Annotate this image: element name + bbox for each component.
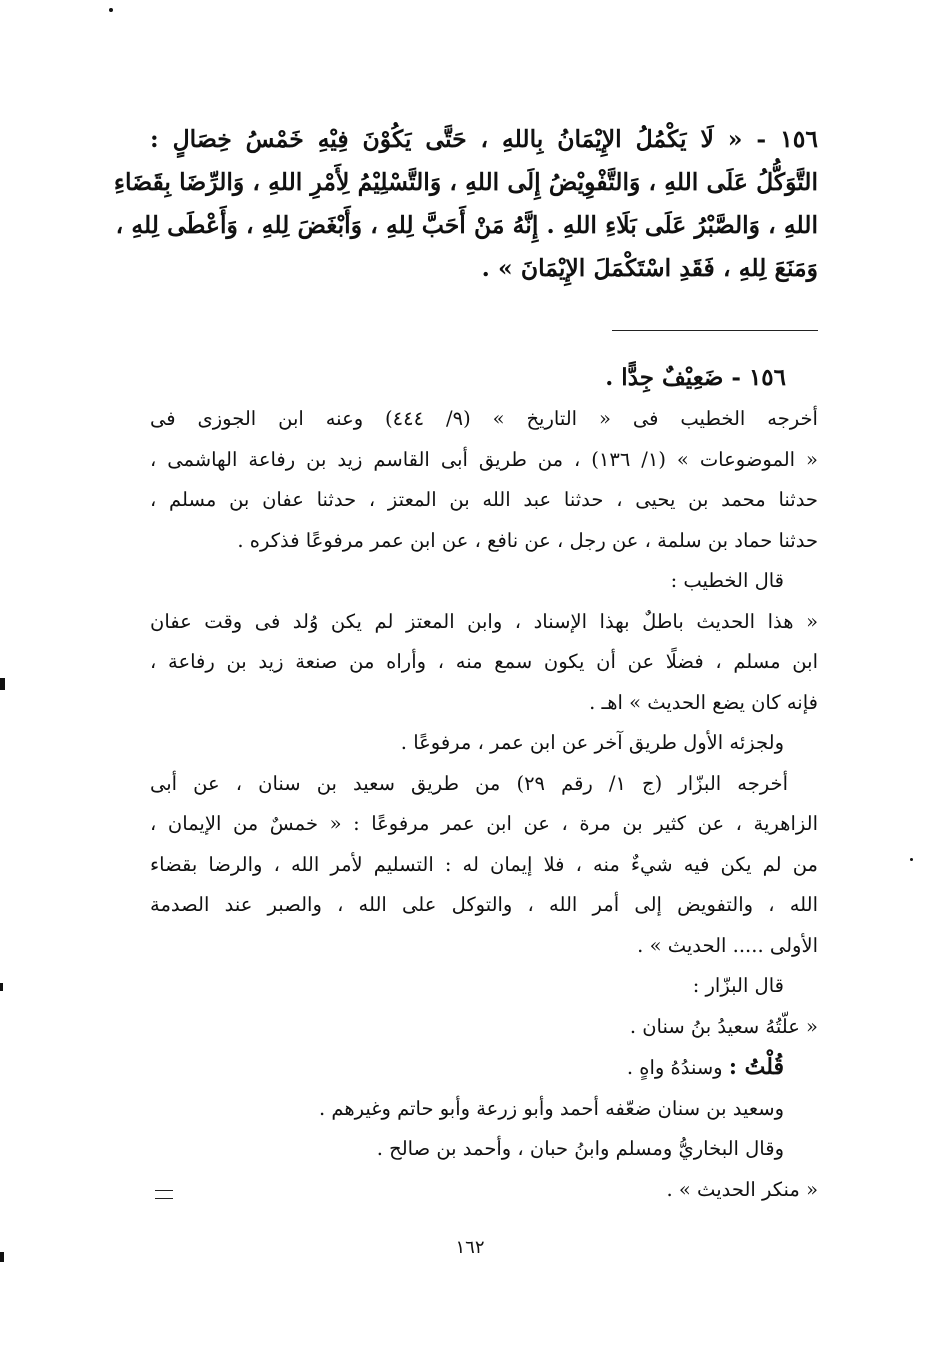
commentary-line: وقال البخاريُّ ومسلم وابنُ حبان ، وأحمد بن صالح . [376, 1137, 784, 1160]
commentary-line [150, 1047, 818, 1089]
hadith-text [113, 118, 818, 290]
commentary-line: قال البزّار : [692, 974, 784, 997]
qult-text: وسندُهُ واهٍ . [626, 1056, 723, 1079]
hadith-line: وَمَنَعَ لِلهِ ، فَقَدِ اسْتَكْمَلَ الإِيْمَانَ » . [481, 254, 818, 282]
footnote-separator [612, 330, 818, 331]
margin-equals-mark [155, 1190, 173, 1199]
commentary-line: حدثنا حماد بن سلمة ، عن رجل ، عن نافع ، عن ابن عمر مرفوعًا فذكره . [237, 528, 818, 552]
ink-mark-left-1 [0, 678, 5, 690]
hadith-line: اللهِ ، وَالصَّبْرُ عَلَى بَلَاءِ اللهِ . إِنَّهُ مَنْ أَحَبَّ لِلهِ ، وَأَبْغَضَ لِلهِ ، وَأَعْطَى لِلهِ ، [115, 211, 818, 239]
commentary-line: « الموضوعات » (١/ ١٣٦) ، من طريق أبى القاسم زيد بن رفاعة الهاشمى ، [150, 447, 818, 471]
page-number: ١٦٢ [455, 1237, 485, 1258]
ink-mark-left-3 [0, 1252, 4, 1262]
commentary-text [150, 399, 818, 1210]
commentary-line: « علّتُهُ سعيدُ بنُ سنان . [629, 1014, 818, 1038]
commentary-line: « منكر الحديث » . [666, 1177, 818, 1201]
commentary-line: الزاهرية ، عن كثير بن مرة ، عن ابن عمر مرفوعًا : « خمسٌ من الإيمان ، [150, 812, 818, 835]
hadith-grade: ١٥٦ - ضَعِيْفٌ جِدًّا . [605, 364, 786, 391]
commentary-line: « هذا الحديث باطلٌ بهذا الإسناد ، وابن المعتز لم يكن وُلد فى وقت عفان [150, 609, 818, 633]
commentary-line: الله ، والتفويض إلى أمر الله ، والتوكل على الله ، والصبر عند الصدمة [150, 893, 818, 916]
commentary-line: حدثنا محمد بن يحيى ، حدثنا عبد الله بن المعتز ، حدثنا عفان بن مسلم ، [150, 488, 818, 511]
ink-dot-right [910, 858, 913, 861]
qult-label: قُلْتُ : [728, 1054, 784, 1080]
commentary-line: ولجزئه الأول طريق آخر عن ابن عمر ، مرفوعًا . [400, 731, 784, 754]
ink-dot-top [109, 8, 113, 12]
commentary-line: الأولى ..... الحديث » . [637, 933, 818, 957]
commentary-line: أخرجه البزّار (ج ١/ رقم ٢٩) من طريق سعيد بن سنان ، عن أبى [150, 771, 789, 795]
commentary-line: قال الخطيب : [670, 569, 784, 592]
commentary-line: وسعيد بن سنان ضعّفه أحمد وأبو زرعة وأبو حاتم وغيرهم . [318, 1096, 784, 1120]
commentary-line: فإنه كان يضع الحديث » اهـ . [589, 690, 818, 714]
hadith-line: التَّوَكُّلُ عَلَى اللهِ ، وَالتَّفْوِيْضُ إِلَى اللهِ ، وَالتَّسْلِيْمُ لِأَمْرِ اللهِ ، وَالرِّضَا بِقَضَاءِ [113, 168, 818, 196]
commentary-line: ابن مسلم ، فضلًا عن أن يكون سمع منه ، وأراه من صنعة زيد بن رفاعة ، [150, 650, 818, 673]
hadith-line: ١٥٦ - « لَا يَكْمُلُ الإِيْمَانُ بِاللهِ ، حَتَّى يَكُوْنَ فِيْهِ خَمْسُ خِصَالٍ : [150, 125, 818, 153]
ink-mark-left-2 [0, 983, 3, 991]
commentary-line: من لم يكن فيه شيءٌ منه ، فلا إيمان له : التسليم لأمر الله ، والرضا بقضاء [150, 852, 818, 876]
commentary-line: أخرجه الخطيب فى « التاريخ » (٩/ ٤٤٤) وعنه ابن الجوزى فى [150, 407, 818, 430]
